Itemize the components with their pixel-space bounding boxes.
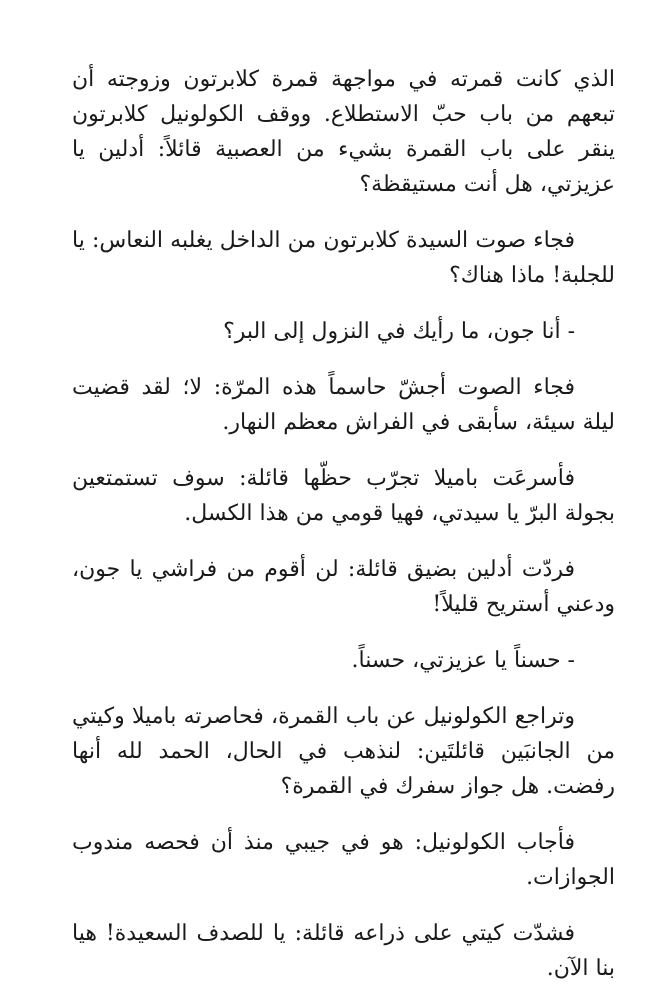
paragraph-2: فجاء صوت السيدة كلابرتون من الداخل يغلبه النعاس: يا للجلبة! ماذا هناك؟ <box>72 228 615 288</box>
paragraph-1: الذي كانت قمرته في مواجهة قمرة كلابرتون وزوجته أن تبعهم من باب حبّ الاستطلاع. ووقف الكولونيل كلابرتون ينقر على باب القمرة بشيء من العصبية قائلاً: أدلين يا عزيزتي، هل أنت مستيقظة؟ <box>72 67 615 197</box>
paragraph-4: فجاء الصوت أجشّ حاسماً هذه المرّة: لا؛ لقد قضيت ليلة سيئة، سأبقى في الفراش معظم النهار. <box>72 375 615 435</box>
paragraph-6: فردّت أدلين بضيق قائلة: لن أقوم من فراشي يا جون، ودعني أستريح قليلاً! <box>72 557 615 617</box>
paragraph-8: وتراجع الكولونيل عن باب القمرة، فحاصرته باميلا وكيتي من الجانبَين قائلتَين: لنذهب في الحال، الحمد لله أنها رفضت. هل جواز سفرك في القمرة؟ <box>72 704 615 799</box>
paragraph-5: فأسرعَت باميلا تجرّب حظّها قائلة: سوف تستمتعين بجولة البرّ يا سيدتي، فهيا قومي من هذا الكسل. <box>72 466 615 526</box>
paragraph-7: - حسناً يا عزيزتي، حسناً. <box>351 648 575 673</box>
paragraph-10: فشدّت كيتي على ذراعه قائلة: يا للصدف السعيدة! هيا بنا الآن. <box>72 921 615 981</box>
paragraph-3: - أنا جون، ما رأيك في النزول إلى البر؟ <box>223 319 575 344</box>
paragraph-9: فأجاب الكولونيل: هو في جيبي منذ أن فحصه مندوب الجوازات. <box>72 830 615 890</box>
